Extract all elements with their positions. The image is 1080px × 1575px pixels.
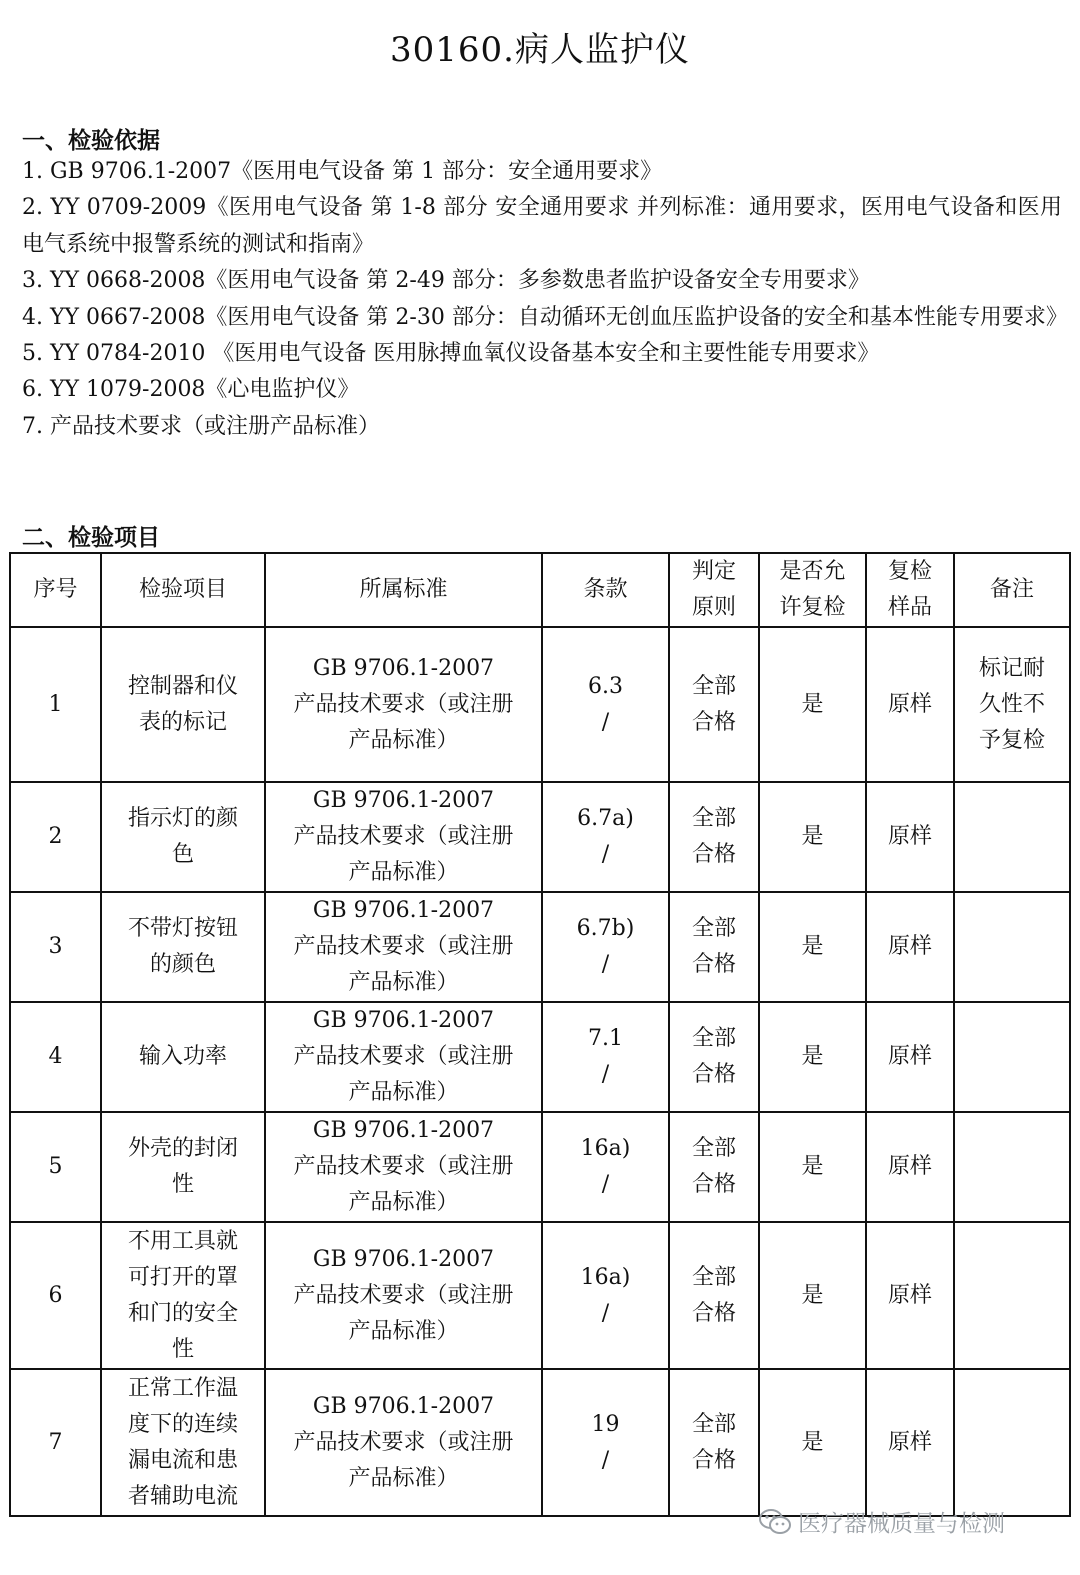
standard-line: 产品技术要求（或注册 — [293, 1429, 514, 1455]
clause-line: / — [601, 842, 610, 867]
standard-line: GB 9706.1-2007 — [312, 898, 495, 923]
section-heading-basis: 一、检验依据 — [22, 128, 160, 154]
standard-line: GB 9706.1-2007 — [312, 788, 495, 813]
item-name: 不用工具就 可打开的罩 和门的安全 性 — [127, 1228, 238, 1362]
cell-judgement — [669, 1222, 759, 1369]
cell-retest-allowed — [759, 1222, 866, 1369]
retest-allowed: 是 — [801, 1282, 824, 1308]
item-name: 输入功率 — [138, 1044, 227, 1069]
cell-clause — [542, 782, 669, 892]
row-number: 2 — [48, 824, 63, 849]
standard-line: GB 9706.1-2007 — [312, 1008, 495, 1033]
retest-sample: 原样 — [887, 1282, 932, 1308]
cell-retest-allowed — [759, 1369, 866, 1516]
table-row — [10, 782, 1070, 892]
clause-line: 16a) — [580, 1264, 631, 1290]
row-number: 7 — [48, 1429, 63, 1455]
row-number: 5 — [48, 1154, 63, 1179]
basis-item: 3. YY 0668-2008《医用电气设备 第 2-49 部分：多参数患者监护设备安全专用要求》 — [22, 268, 870, 294]
cell-no — [10, 1112, 101, 1222]
standard-line: GB 9706.1-2007 — [312, 655, 495, 681]
col-header-standard: 所属标准 — [265, 553, 542, 627]
page-title: 30160.病人监护仪 — [390, 30, 690, 70]
standard-line: 产品技术要求（或注册 — [293, 1282, 514, 1308]
standard-line: 产品标准） — [348, 1465, 459, 1491]
cell-standard — [265, 1112, 542, 1222]
table-row — [10, 627, 1070, 782]
note: 标记耐 久性不 予复检 — [978, 655, 1045, 753]
cell-note — [954, 782, 1070, 892]
basis-item: 5. YY 0784-2010 《医用电气设备 医用脉搏血氧仪设备基本安全和主要性能专用要求》 — [22, 341, 880, 367]
cell-item — [101, 782, 265, 892]
item-name: 正常工作温 度下的连续 漏电流和患 者辅助电流 — [127, 1375, 238, 1509]
col-header-no: 序号 — [10, 553, 101, 627]
watermark-text: 医疗器械质量与检测 — [798, 1511, 1005, 1537]
cell-no — [10, 782, 101, 892]
row-number: 1 — [48, 691, 63, 717]
cell-note — [954, 892, 1070, 1002]
retest-allowed: 是 — [801, 1044, 824, 1069]
cell-item — [101, 1002, 265, 1112]
cell-standard — [265, 1002, 542, 1112]
basis-item: 6. YY 1079-2008《心电监护仪》 — [22, 377, 360, 403]
judgement: 全部 合格 — [691, 1264, 736, 1326]
col-header-note: 备注 — [954, 553, 1070, 627]
clause-line: / — [601, 1062, 610, 1087]
col-header-item: 检验项目 — [101, 553, 265, 627]
clause-line: 6.3 — [588, 673, 623, 699]
cell-retest-allowed — [759, 782, 866, 892]
standard-line: GB 9706.1-2007 — [312, 1246, 495, 1272]
cell-retest-sample — [866, 1222, 954, 1369]
standard-line: GB 9706.1-2007 — [312, 1118, 495, 1143]
standard-line: 产品标准） — [348, 860, 459, 885]
table-row — [10, 1369, 1070, 1516]
cell-judgement — [669, 1002, 759, 1112]
retest-allowed: 是 — [801, 1429, 824, 1455]
cell-retest-allowed — [759, 892, 866, 1002]
clause-line: / — [601, 1300, 610, 1326]
cell-judgement — [669, 1369, 759, 1516]
cell-judgement — [669, 627, 759, 782]
standard-line: GB 9706.1-2007 — [312, 1393, 495, 1419]
cell-retest-sample — [866, 1369, 954, 1516]
standard-line: 产品标准） — [348, 970, 459, 995]
clause-line: 16a) — [580, 1136, 631, 1161]
table-row — [10, 892, 1070, 1002]
cell-judgement — [669, 1112, 759, 1222]
row-number: 3 — [48, 934, 63, 959]
cell-note — [954, 627, 1070, 782]
cell-note — [954, 1112, 1070, 1222]
standard-line: 产品标准） — [348, 1318, 459, 1344]
col-header-judgement: 判定 原则 — [669, 553, 759, 627]
clause-line: / — [601, 1447, 610, 1473]
cell-item — [101, 1369, 265, 1516]
basis-list — [22, 154, 1068, 445]
col-header-clause: 条款 — [542, 553, 669, 627]
cell-retest-sample — [866, 892, 954, 1002]
table-row — [10, 1222, 1070, 1369]
cell-note — [954, 1002, 1070, 1112]
standard-line: 产品标准） — [348, 1080, 459, 1105]
standard-line: 产品技术要求（或注册 — [293, 934, 514, 959]
clause-line: / — [601, 952, 610, 977]
cell-standard — [265, 782, 542, 892]
judgement: 全部 合格 — [691, 806, 736, 867]
cell-retest-allowed — [759, 1112, 866, 1222]
cell-note — [954, 1369, 1070, 1516]
cell-standard — [265, 1369, 542, 1516]
judgement: 全部 合格 — [691, 1411, 736, 1473]
table-header-row — [10, 553, 1070, 627]
cell-note — [954, 1222, 1070, 1369]
retest-sample: 原样 — [887, 1044, 932, 1069]
standard-line: 产品标准） — [348, 727, 459, 753]
retest-sample: 原样 — [887, 1429, 932, 1455]
judgement: 全部 合格 — [691, 1026, 736, 1087]
cell-item — [101, 1222, 265, 1369]
cell-no — [10, 627, 101, 782]
cell-no — [10, 892, 101, 1002]
cell-item — [101, 627, 265, 782]
section-heading-items: 二、检验项目 — [22, 525, 160, 551]
cell-standard — [265, 627, 542, 782]
cell-clause — [542, 1112, 669, 1222]
cell-item — [101, 1112, 265, 1222]
judgement: 全部 合格 — [691, 916, 736, 977]
cell-retest-sample — [866, 1112, 954, 1222]
clause-line: 6.7a) — [577, 806, 634, 831]
clause-line: 19 — [591, 1411, 620, 1437]
retest-allowed: 是 — [801, 934, 824, 959]
judgement: 全部 合格 — [691, 673, 736, 735]
retest-sample: 原样 — [887, 934, 932, 959]
item-name: 控制器和仪 表的标记 — [127, 673, 238, 735]
table-row — [10, 1002, 1070, 1112]
cell-clause — [542, 892, 669, 1002]
item-name: 不带灯按钮 的颜色 — [127, 916, 238, 977]
inspection-items-table — [9, 552, 1071, 1517]
cell-judgement — [669, 892, 759, 1002]
wechat-icon — [758, 1507, 792, 1537]
row-number: 4 — [48, 1044, 63, 1069]
basis-item: 7. 产品技术要求（或注册产品标准） — [22, 413, 380, 439]
table-row — [10, 1112, 1070, 1222]
cell-retest-sample — [866, 627, 954, 782]
retest-sample: 原样 — [887, 824, 932, 849]
cell-no — [10, 1002, 101, 1112]
clause-line: / — [601, 1172, 610, 1197]
col-header-retest-allowed: 是否允 许复检 — [759, 553, 866, 627]
cell-retest-allowed — [759, 627, 866, 782]
row-number: 6 — [48, 1282, 63, 1308]
clause-line: 6.7b) — [576, 916, 635, 941]
cell-item — [101, 892, 265, 1002]
retest-sample: 原样 — [887, 1154, 932, 1179]
cell-standard — [265, 892, 542, 1002]
standard-line: 产品技术要求（或注册 — [293, 1044, 514, 1069]
cell-judgement — [669, 782, 759, 892]
cell-retest-allowed — [759, 1002, 866, 1112]
cell-clause — [542, 1369, 669, 1516]
cell-no — [10, 1222, 101, 1369]
item-name: 外壳的封闭 性 — [127, 1136, 238, 1197]
cell-clause — [542, 1222, 669, 1369]
standard-line: 产品技术要求（或注册 — [293, 691, 514, 717]
cell-retest-sample — [866, 1002, 954, 1112]
cell-clause — [542, 1002, 669, 1112]
clause-line: / — [601, 709, 610, 735]
col-header-retest-sample: 复检 样品 — [866, 553, 954, 627]
cell-retest-sample — [866, 782, 954, 892]
item-name: 指示灯的颜 色 — [127, 806, 238, 867]
retest-allowed: 是 — [801, 824, 824, 849]
retest-sample: 原样 — [887, 691, 932, 717]
basis-item: 1. GB 9706.1-2007《医用电气设备 第 1 部分：安全通用要求》 — [22, 159, 663, 184]
watermark — [758, 1505, 1005, 1538]
cell-standard — [265, 1222, 542, 1369]
retest-allowed: 是 — [801, 1154, 824, 1179]
clause-line: 7.1 — [588, 1026, 623, 1051]
cell-no — [10, 1369, 101, 1516]
cell-clause — [542, 627, 669, 782]
standard-line: 产品标准） — [348, 1190, 459, 1215]
basis-item: 2. YY 0709-2009《医用电气设备 第 1-8 部分 安全通用要求 并列标准：通用要求，医用电气设备和医用电气系统中报警系统的测试和指南》 — [22, 195, 1062, 257]
retest-allowed: 是 — [801, 691, 824, 717]
basis-item: 4. YY 0667-2008《医用电气设备 第 2-30 部分：自动循环无创血压监护设备的安全和基本性能专用要求》 — [22, 304, 1068, 330]
standard-line: 产品技术要求（或注册 — [293, 824, 514, 849]
standard-line: 产品技术要求（或注册 — [293, 1154, 514, 1179]
judgement: 全部 合格 — [691, 1136, 736, 1197]
